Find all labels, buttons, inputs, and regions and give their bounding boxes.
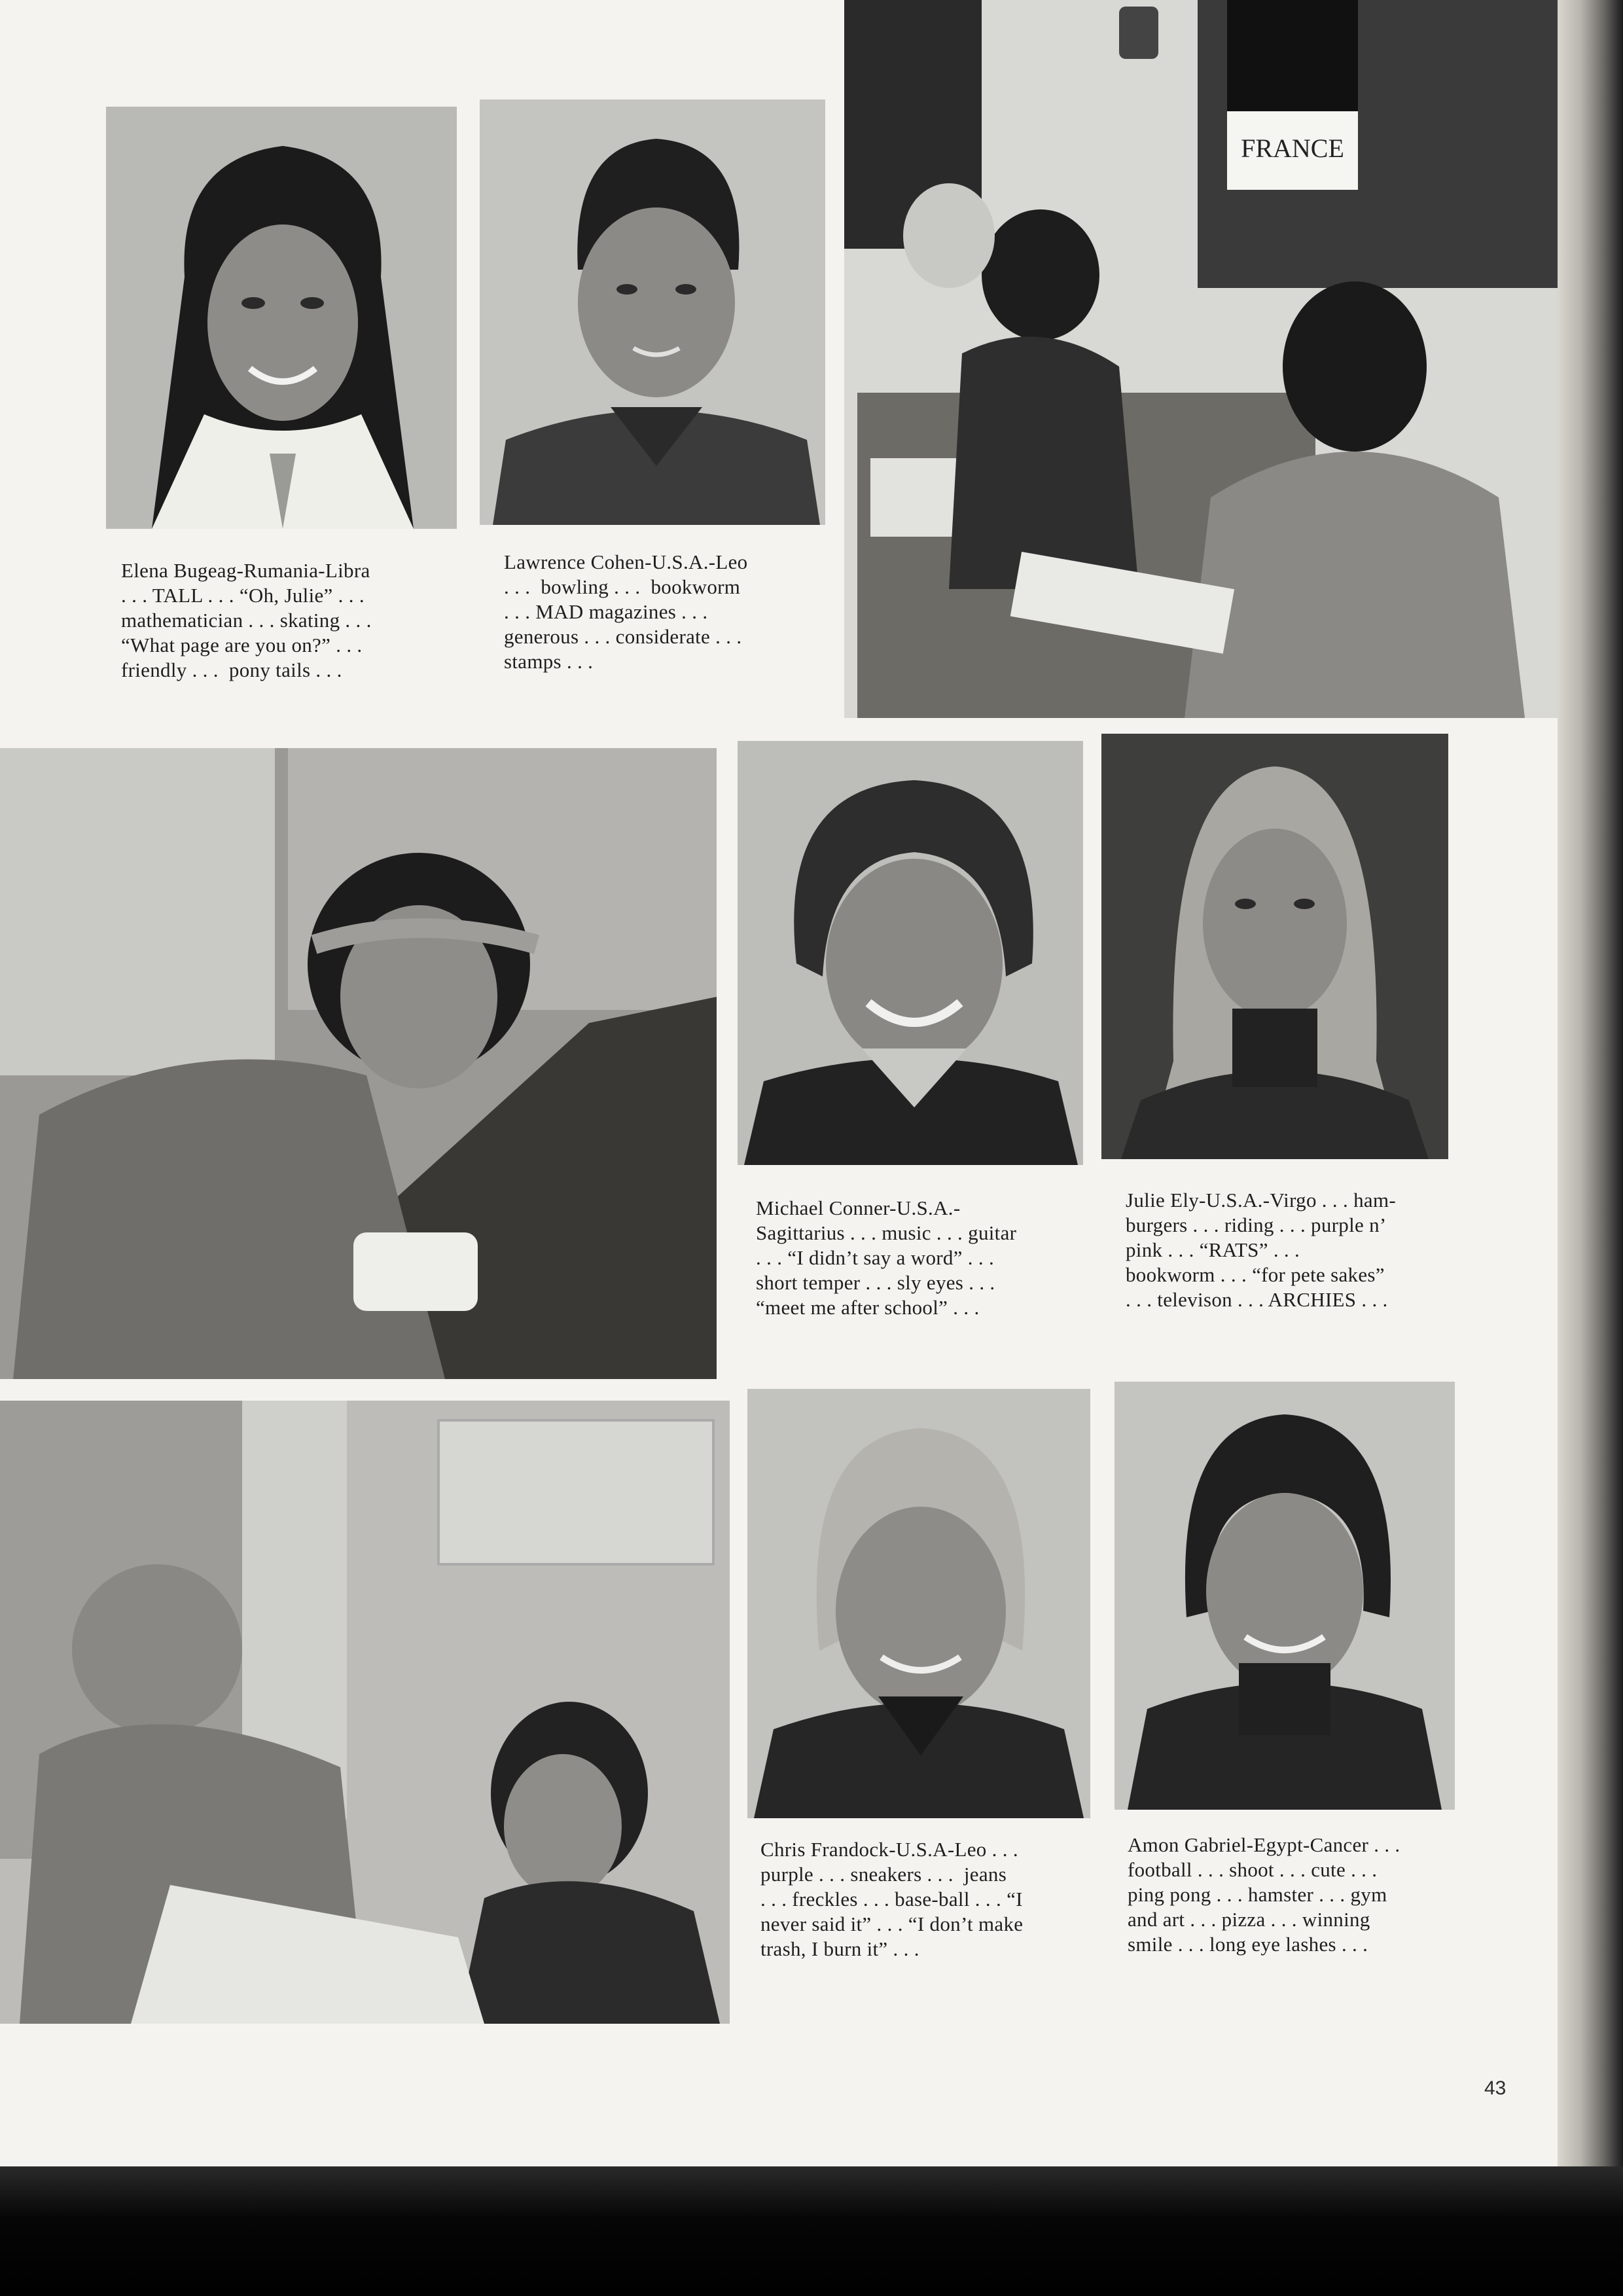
- caption-line: stamps . . .: [504, 650, 594, 673]
- caption-line: bookworm . . . “for pete sakes”: [1126, 1263, 1385, 1286]
- caption-chris: [760, 1837, 1023, 1962]
- caption-line: ping pong . . . hamster . . . gym: [1128, 1883, 1387, 1906]
- portrait-michael: [738, 741, 1083, 1165]
- candid-photo-reading: [0, 1401, 730, 2024]
- classroom-photo-france: [844, 0, 1558, 718]
- caption-line: Michael Conner-U.S.A.-: [756, 1196, 961, 1219]
- caption-line: Amon Gabriel-Egypt-Cancer . . .: [1128, 1833, 1400, 1856]
- caption-line: . . . bowling . . . bookworm: [504, 575, 741, 598]
- caption-line: Chris Frandock-U.S.A-Leo . . .: [760, 1838, 1018, 1861]
- portrait-elena: [106, 107, 457, 529]
- caption-line: pink . . . “RATS” . . .: [1126, 1238, 1300, 1261]
- caption-line: Julie Ely-U.S.A.-Virgo . . . ham-: [1126, 1189, 1397, 1211]
- caption-line: mathematician . . . skating . . .: [121, 609, 372, 632]
- caption-line: Elena Bugeag-Rumania-Libra: [121, 559, 370, 582]
- caption-line: . . . freckles . . . base-ball . . . “I: [760, 1888, 1023, 1910]
- caption-line: “What page are you on?” . . .: [121, 634, 363, 656]
- caption-line: football . . . shoot . . . cute . . .: [1128, 1858, 1378, 1881]
- portrait-julie: [1101, 734, 1448, 1159]
- portrait-amon: [1115, 1382, 1455, 1810]
- caption-line: . . . MAD magazines . . .: [504, 600, 708, 623]
- caption-line: smile . . . long eye lashes . . .: [1128, 1933, 1368, 1956]
- portrait-chris: [747, 1389, 1090, 1818]
- caption-line: “meet me after school” . . .: [756, 1296, 980, 1319]
- caption-line: purple . . . sneakers . . . jeans: [760, 1863, 1007, 1886]
- caption-line: Sagittarius . . . music . . . guitar: [756, 1221, 1017, 1244]
- caption-line: and art . . . pizza . . . winning: [1128, 1908, 1370, 1931]
- caption-amon: [1128, 1833, 1400, 1957]
- caption-line: Lawrence Cohen-U.S.A.-Leo: [504, 550, 748, 573]
- caption-michael: [756, 1196, 1016, 1320]
- page-number: 43: [1484, 2077, 1507, 2099]
- caption-julie: [1126, 1188, 1396, 1312]
- caption-line: short temper . . . sly eyes . . .: [756, 1271, 995, 1294]
- caption-lawrence: [504, 550, 747, 674]
- candid-photo-sewing: [0, 748, 717, 1379]
- france-sign-text: FRANCE: [1241, 134, 1344, 163]
- caption-line: generous . . . considerate . . .: [504, 625, 742, 648]
- portrait-lawrence: [480, 99, 825, 525]
- caption-elena: [121, 558, 372, 683]
- caption-line: . . . “I didn’t say a word” . . .: [756, 1246, 995, 1269]
- caption-line: never said it” . . . “I don’t make: [760, 1912, 1024, 1935]
- caption-line: . . . televison . . . ARCHIES . . .: [1126, 1288, 1388, 1311]
- scan-bottom-edge: [0, 2166, 1623, 2296]
- caption-line: burgers . . . riding . . . purple n’: [1126, 1213, 1387, 1236]
- caption-line: friendly . . . pony tails . . .: [121, 658, 342, 681]
- caption-line: . . . TALL . . . “Oh, Julie” . . .: [121, 584, 365, 607]
- caption-line: trash, I burn it” . . .: [760, 1937, 919, 1960]
- book-spine: [1558, 0, 1623, 2166]
